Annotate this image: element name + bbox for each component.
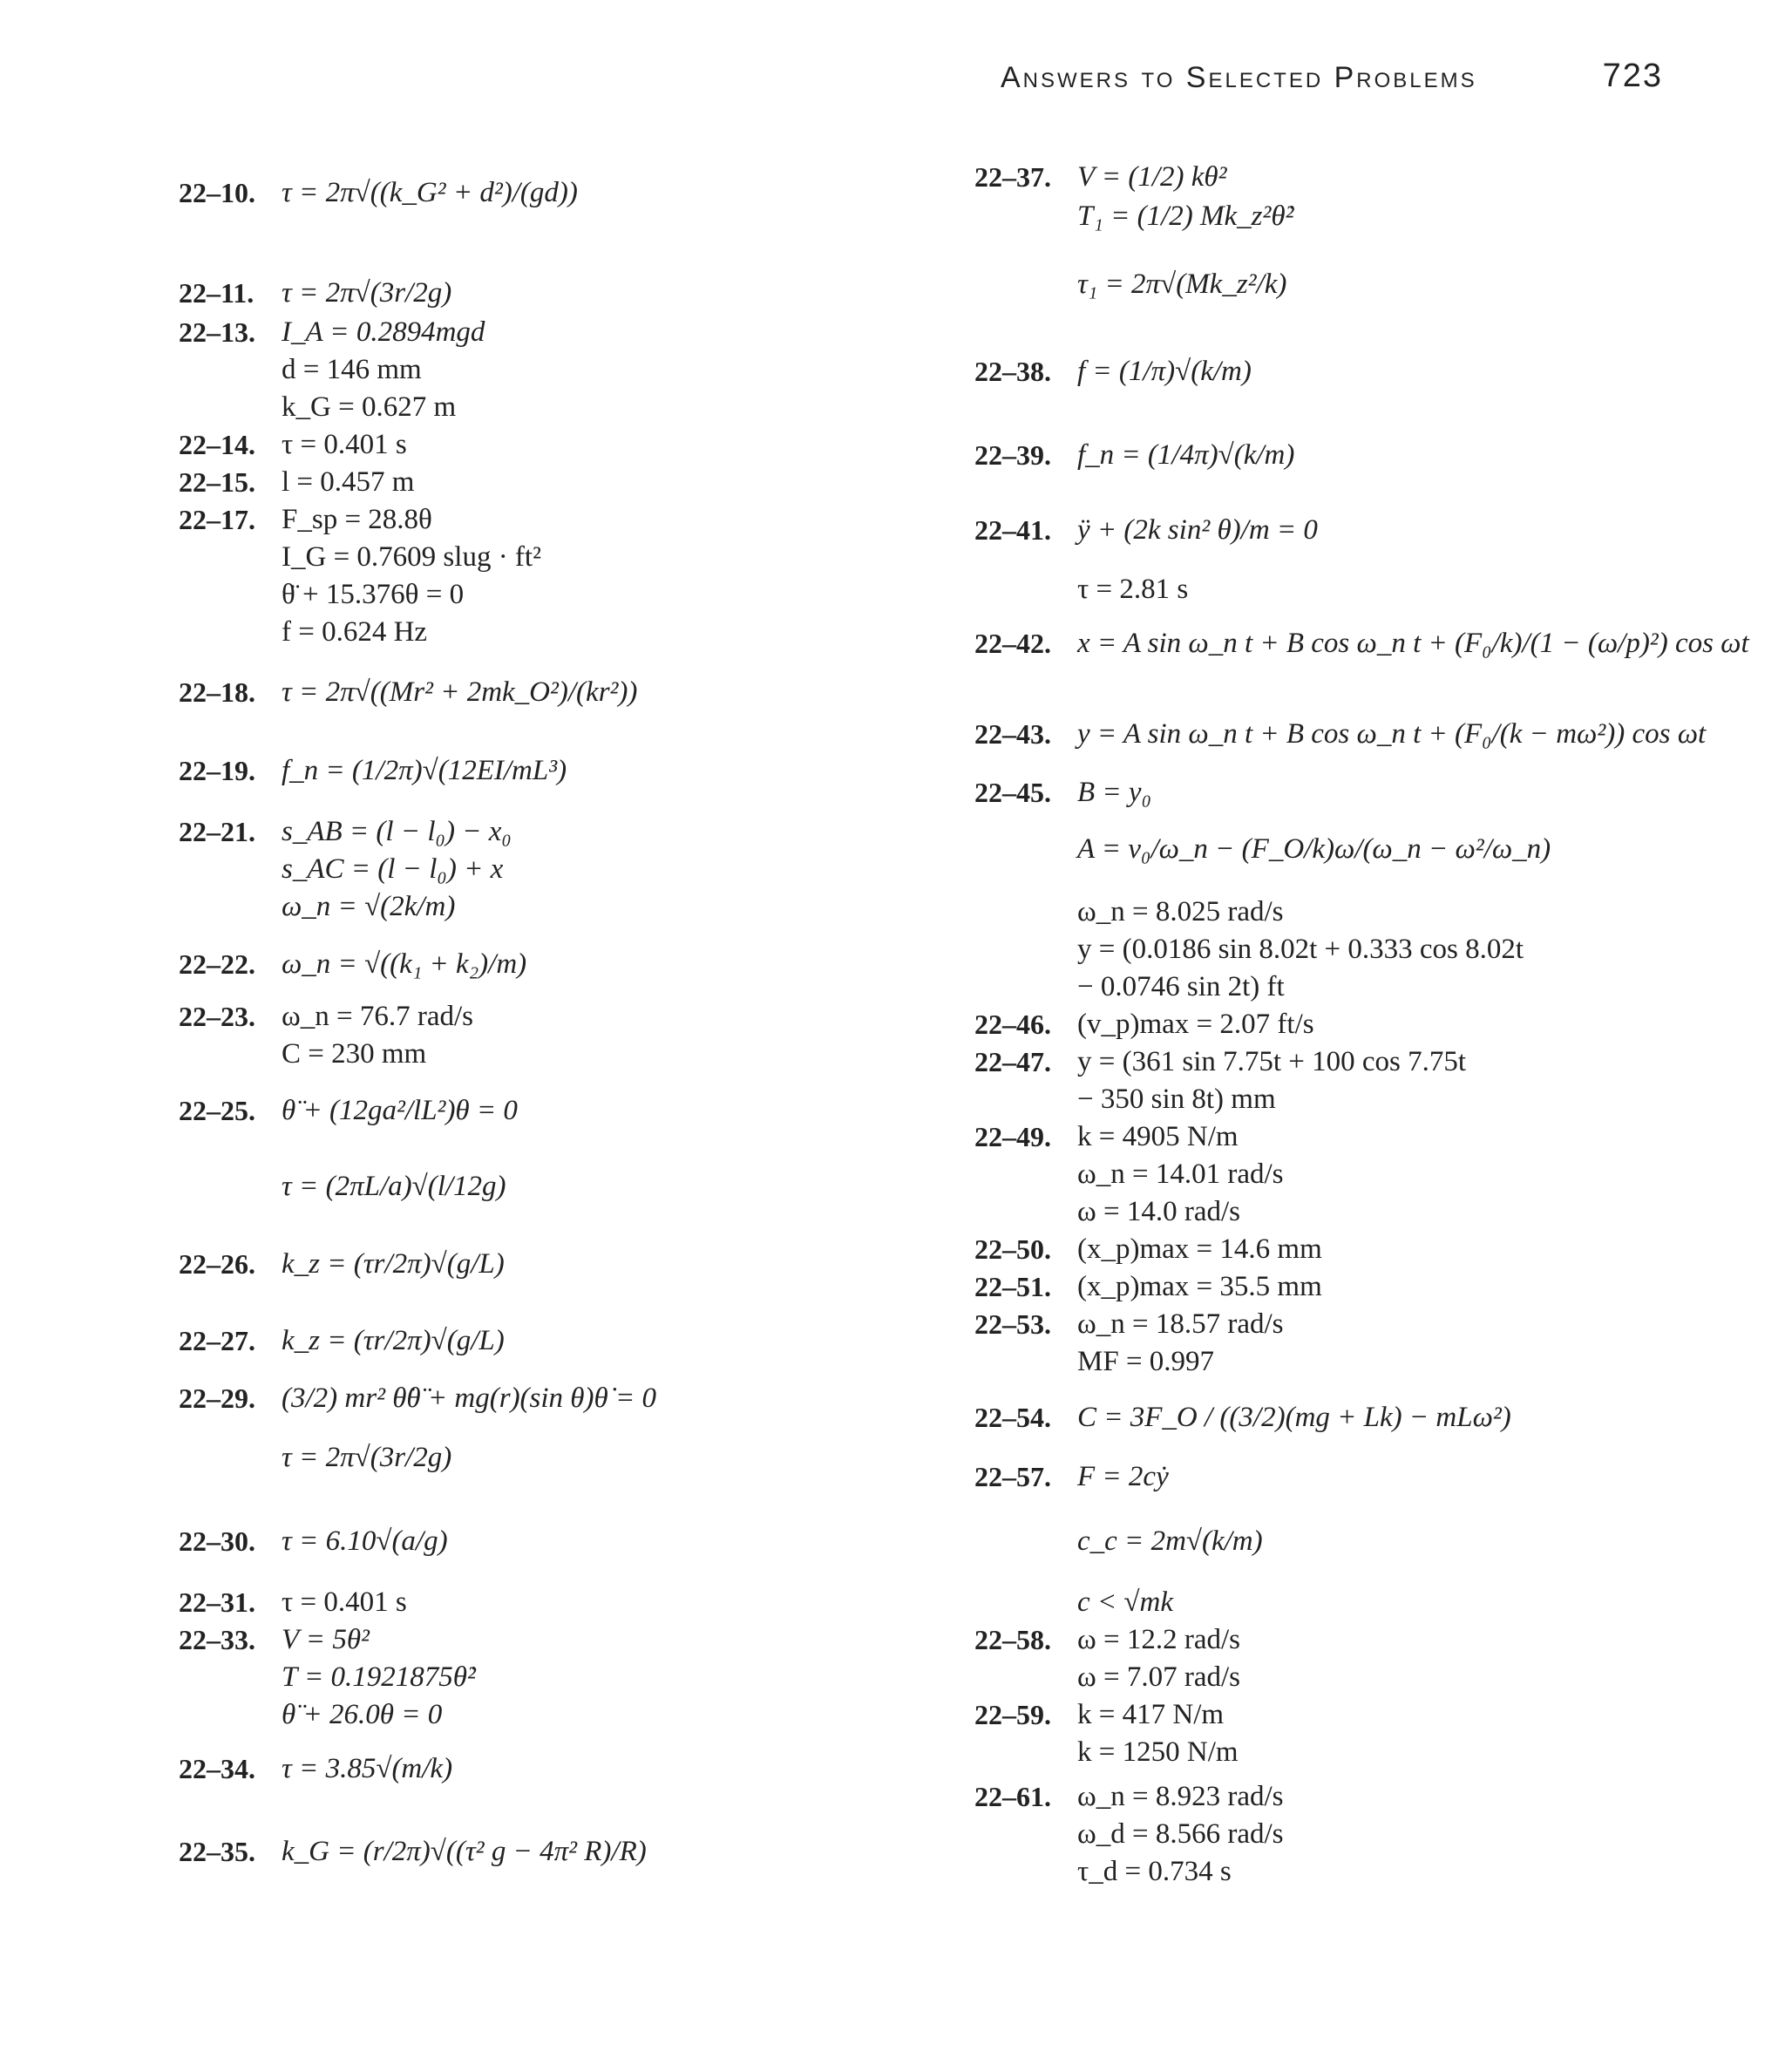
answer-line: τ_d = 0.734 s	[1077, 1856, 1232, 1887]
answer-line: F_sp = 28.8θ	[282, 504, 432, 535]
problem-number: 22–25.	[179, 1095, 255, 1126]
problem-number: 22–59.	[974, 1699, 1051, 1730]
problem-number: 22–39.	[974, 439, 1051, 471]
problem-number: 22–27.	[179, 1325, 255, 1356]
answer-line: τ = 2.81 s	[1077, 574, 1189, 605]
answer-line: τ = (2πL/a)√(l/12g)	[282, 1171, 506, 1202]
problem-number: 22–37.	[974, 161, 1051, 193]
running-title: Answers to Selected Problems	[1001, 61, 1477, 94]
problem-number: 22–19.	[179, 755, 255, 786]
answer-line: k = 4905 N/m	[1077, 1121, 1239, 1152]
problem-number: 22–34.	[179, 1753, 255, 1784]
problem-number: 22–49.	[974, 1121, 1051, 1152]
answer-line: ω = 12.2 rad/s	[1077, 1624, 1240, 1655]
answer-line: θ̈ + 15.376θ = 0	[282, 579, 465, 610]
problem-number: 22–35.	[179, 1836, 255, 1867]
answer-line: d = 146 mm	[282, 354, 422, 385]
problem-number: 22–14.	[179, 429, 255, 460]
answer-line: − 0.0746 sin 2t) ft	[1077, 971, 1285, 1002]
problem-number: 22–41.	[974, 514, 1051, 546]
answer-line: y = A sin ω_n t + B cos ω_n t + (F₀/(k − mω²)) cos ωt	[1077, 718, 1707, 750]
answer-line: B = y₀	[1077, 777, 1152, 808]
answer-line: ω_n = 8.025 rad/s	[1077, 896, 1284, 927]
answer-line: (x_p)max = 14.6 mm	[1077, 1233, 1322, 1265]
answer-line: C = 3F_O / ((3/2)(mg + Lk) − mLω²)	[1077, 1402, 1511, 1433]
answer-line: − 350 sin 8t) mm	[1077, 1084, 1276, 1115]
problem-number: 22–38.	[974, 356, 1051, 387]
problem-number: 22–46.	[974, 1009, 1051, 1040]
answer-line: l = 0.457 m	[282, 466, 415, 498]
problem-number: 22–30.	[179, 1525, 255, 1557]
answer-line: ω_n = √((k₁ + k₂)/m)	[282, 948, 527, 980]
answer-line: τ = 3.85√(m/k)	[282, 1753, 453, 1784]
answer-line: ω = 7.07 rad/s	[1077, 1661, 1240, 1693]
answer-line: k = 1250 N/m	[1077, 1736, 1239, 1768]
answer-line: y = (361 sin 7.75t + 100 cos 7.75t	[1077, 1046, 1467, 1077]
answer-line: τ = 6.10√(a/g)	[282, 1525, 448, 1557]
answer-22-10-expression	[282, 157, 578, 208]
problem-number: 22–11.	[179, 277, 255, 309]
answer-line: τ₁ = 2π√(Mk_z²/k)	[1077, 268, 1287, 300]
answer-line: k_G = 0.627 m	[282, 391, 457, 423]
answer-line: τ = 0.401 s	[282, 429, 407, 460]
answer-line: ω_n = 8.923 rad/s	[1077, 1781, 1284, 1812]
answer-line: k_z = (τr/2π)√(g/L)	[282, 1248, 505, 1280]
answer-line: (3/2) mr² θ̇θ̈ + mg(r)(sin θ)θ̇ = 0	[282, 1382, 656, 1414]
answer-line: ω_n = 18.57 rad/s	[1077, 1308, 1284, 1340]
answer-line: I_G = 0.7609 slug · ft²	[282, 541, 541, 573]
problem-number: 22–42.	[974, 628, 1051, 659]
problem-number: 22–50.	[974, 1233, 1051, 1265]
answer-line: x = A sin ω_n t + B cos ω_n t + (F₀/k)/(1 − (ω/p)²) cos ωt	[1077, 628, 1749, 659]
answer-line: ω_d = 8.566 rad/s	[1077, 1818, 1284, 1850]
answer-line: k_G = (r/2π)√((τ² g − 4π² R)/R)	[282, 1836, 647, 1867]
answer-line: ω_n = 14.01 rad/s	[1077, 1158, 1284, 1190]
answer-line: MF = 0.997	[1077, 1346, 1215, 1377]
answer-line: s_AB = (l − l₀) − x₀	[282, 816, 512, 847]
problem-number: 22–26.	[179, 1248, 255, 1280]
problem-number: 22–53.	[974, 1308, 1051, 1340]
answer-line: θ̈ + 26.0θ = 0	[282, 1699, 443, 1730]
problem-number: 22–21.	[179, 816, 255, 847]
answer-line: ÿ + (2k sin² θ)/m = 0	[1077, 514, 1318, 546]
problem-number: 22–58.	[974, 1624, 1051, 1655]
answer-line: T = 0.1921875θ̇²	[282, 1661, 476, 1693]
answer-line: (v_p)max = 2.07 ft/s	[1077, 1009, 1314, 1040]
answer-line: k_z = (τr/2π)√(g/L)	[282, 1325, 505, 1356]
problem-number: 22–17.	[179, 504, 255, 535]
answer-line: c < √mk	[1077, 1586, 1174, 1618]
answer-line: τ = 2π√(3r/2g)	[282, 277, 452, 309]
answer-line: y = (0.0186 sin 8.02t + 0.333 cos 8.02t	[1077, 934, 1524, 965]
answer-line: A = v₀/ω_n − (F_O/k)ω/(ω_n − ω²/ω_n)	[1077, 833, 1551, 865]
answer-line: τ = 2π√(3r/2g)	[282, 1442, 452, 1473]
problem-number: 22–29.	[179, 1382, 255, 1414]
answer-line: ω = 14.0 rad/s	[1077, 1196, 1240, 1227]
answer-line: T₁ = (1/2) Mk_z²θ̇²	[1077, 200, 1294, 232]
answer-line: C = 230 mm	[282, 1038, 427, 1070]
answer-line: θ̈ + (12ga²/lL²)θ = 0	[282, 1095, 518, 1126]
answer-line: V = 5θ²	[282, 1624, 370, 1655]
answer-line: c_c = 2m√(k/m)	[1077, 1525, 1263, 1557]
page-number: 723	[1602, 58, 1663, 94]
answer-line: F = 2cẏ	[1077, 1461, 1169, 1492]
problem-number: 22–47.	[974, 1046, 1051, 1077]
answer-line: f = (1/π)√(k/m)	[1077, 356, 1252, 387]
answer-line: k = 417 N/m	[1077, 1699, 1225, 1730]
answer-line: τ = 2π√((k_G² + d²)/(gd))	[282, 177, 578, 208]
answer-line: f_n = (1/4π)√(k/m)	[1077, 439, 1295, 471]
answer-line: I_A = 0.2894mgd	[282, 316, 485, 348]
problem-number: 22–45.	[974, 777, 1051, 808]
answer-line: V = (1/2) kθ²	[1077, 161, 1227, 193]
problem-number: 22–13.	[179, 316, 255, 348]
problem-number: 22–23.	[179, 1001, 255, 1032]
answer-line: ω_n = √(2k/m)	[282, 891, 456, 922]
problem-number: 22–51.	[974, 1271, 1051, 1302]
page-header	[1001, 58, 1663, 101]
answer-line: f = 0.624 Hz	[282, 616, 428, 648]
problem-number: 22–43.	[974, 718, 1051, 750]
answer-line: τ = 2π√((Mr² + 2mk_O²)/(kr²))	[282, 676, 638, 708]
answer-line: ω_n = 76.7 rad/s	[282, 1001, 473, 1032]
answer-line: f_n = (1/2π)√(12EI/mL³)	[282, 755, 567, 786]
answer-line: (x_p)max = 35.5 mm	[1077, 1271, 1322, 1302]
answer-line: τ = 0.401 s	[282, 1586, 407, 1618]
problem-number: 22–57.	[974, 1461, 1051, 1492]
problem-number: 22–33.	[179, 1624, 255, 1655]
problem-number: 22–15.	[179, 466, 255, 498]
problem-number: 22–54.	[974, 1402, 1051, 1433]
problem-number: 22–61.	[974, 1781, 1051, 1812]
problem-number: 22–18.	[179, 676, 255, 708]
problem-number: 22–10.	[179, 177, 255, 208]
problem-number: 22–22.	[179, 948, 255, 980]
problem-number: 22–31.	[179, 1586, 255, 1618]
answer-line: s_AC = (l − l₀) + x	[282, 853, 504, 885]
